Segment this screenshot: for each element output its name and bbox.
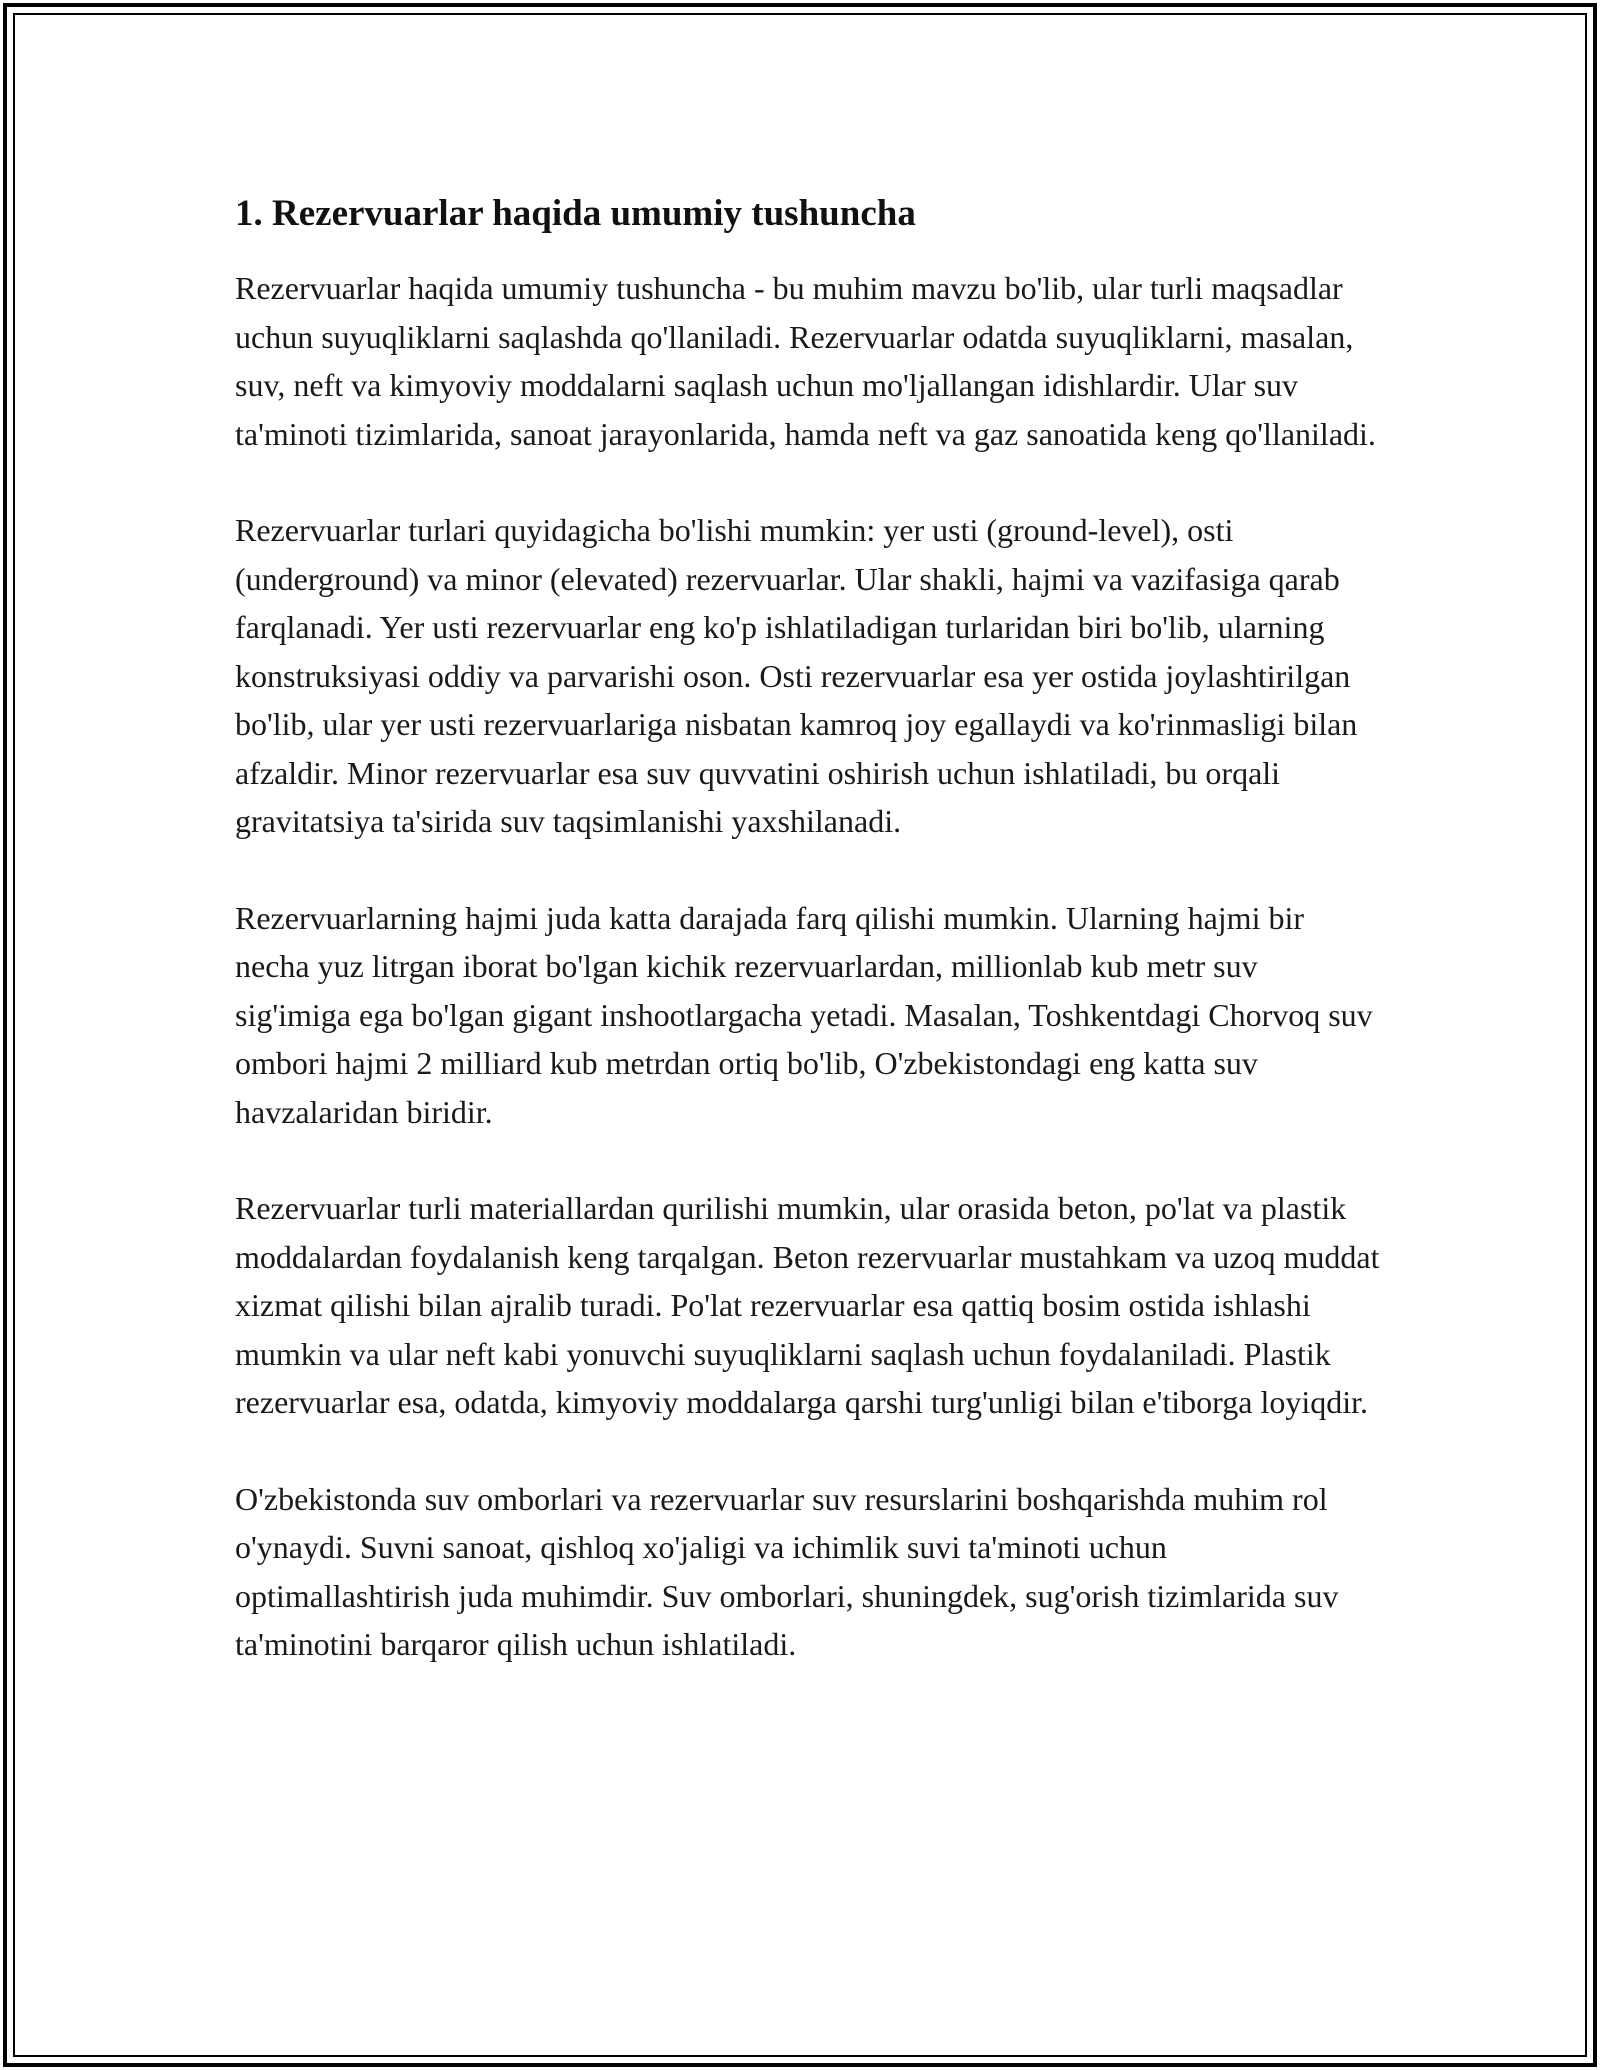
paragraph-types: Rezervuarlar turlari quyidagicha bo'lishi mumkin: yer usti (ground-level), osti (underground) va minor (elevated) rezervuarlar. Ular shakli, hajmi va vazifasiga qarab farqlanadi. Yer usti rezervuarlar eng ko'p ishlatiladigan turlaridan biri bo'lib, ularning konstruksiyasi oddiy va parvarishi oson. Osti rezervuarlar esa yer ostida joylashtirilgan bo'lib, ular yer usti rezervuarlariga nisbatan kamroq joy egallaydi va ko'rinmasligi bilan afzaldir. Minor rezervuarlar esa suv quvvatini oshirish uchun ishlatiladi, bu orqali gravitatsiya ta'sirida suv taqsimlanishi yaxshilanadi. (235, 512, 1358, 839)
paragraph-uzbekistan: O'zbekistonda suv omborlari va rezervuarlar suv resurslarini boshqarishda muhim rol o'ynaydi. Suvni sanoat, qishloq xo'jaligi va ichimlik suvi ta'minoti uchun optimallashtirish juda muhimdir. Suv omborlari, shuningdek, sug'orish tizimlarida suv ta'minotini barqaror qilish uchun ishlatiladi. (235, 1480, 1339, 1662)
paragraph-materials: Rezervuarlar turli materiallardan qurilishi mumkin, ular orasida beton, po'lat va plastik moddalardan foydalanish keng tarqalgan. Beton rezervuarlar mustahkam va uzoq muddat xizmat qilishi bilan ajralib turadi. Po'lat rezervuarlar esa qattiq bosim ostida ishlashi mumkin va ular neft kabi yonuvchi suyuqliklarni saqlash uchun foydalaniladi. Plastik rezervuarlar esa, odatda, kimyoviy moddalarga qarshi turg'unligi bilan e'tiborga loyiqdir. (235, 1190, 1380, 1420)
paragraph-general: Rezervuarlar haqida umumiy tushuncha - bu muhim mavzu bo'lib, ular turli maqsadlar uchun suyuqliklarni saqlashda qo'llaniladi. Rezervuarlar odatda suyuqliklarni, masalan, suv, neft va kimyoviy moddalarni saqlash uchun mo'ljallangan idishlardir. Ular suv ta'minoti tizimlarida, sanoat jarayonlarida, hamda neft va gaz sanoatida keng qo'llaniladi. (235, 270, 1376, 452)
paragraph-capacity: Rezervuarlarning hajmi juda katta darajada farq qilishi mumkin. Ularning hajmi bir necha yuz litrgan iborat bo'lgan kichik rezervuarlardan, millionlab kub metr suv sig'imiga ega bo'lgan gigant inshootlargacha yetadi. Masalan, Toshkentdagi Chorvoq suv ombori hajmi 2 milliard kub metrdan ortiq bo'lib, O'zbekistondagi eng katta suv havzalaridan biridir. (235, 899, 1373, 1130)
section-heading: 1. Rezervuarlar haqida umumiy tushuncha (235, 193, 916, 234)
document-body (235, 186, 1380, 1717)
